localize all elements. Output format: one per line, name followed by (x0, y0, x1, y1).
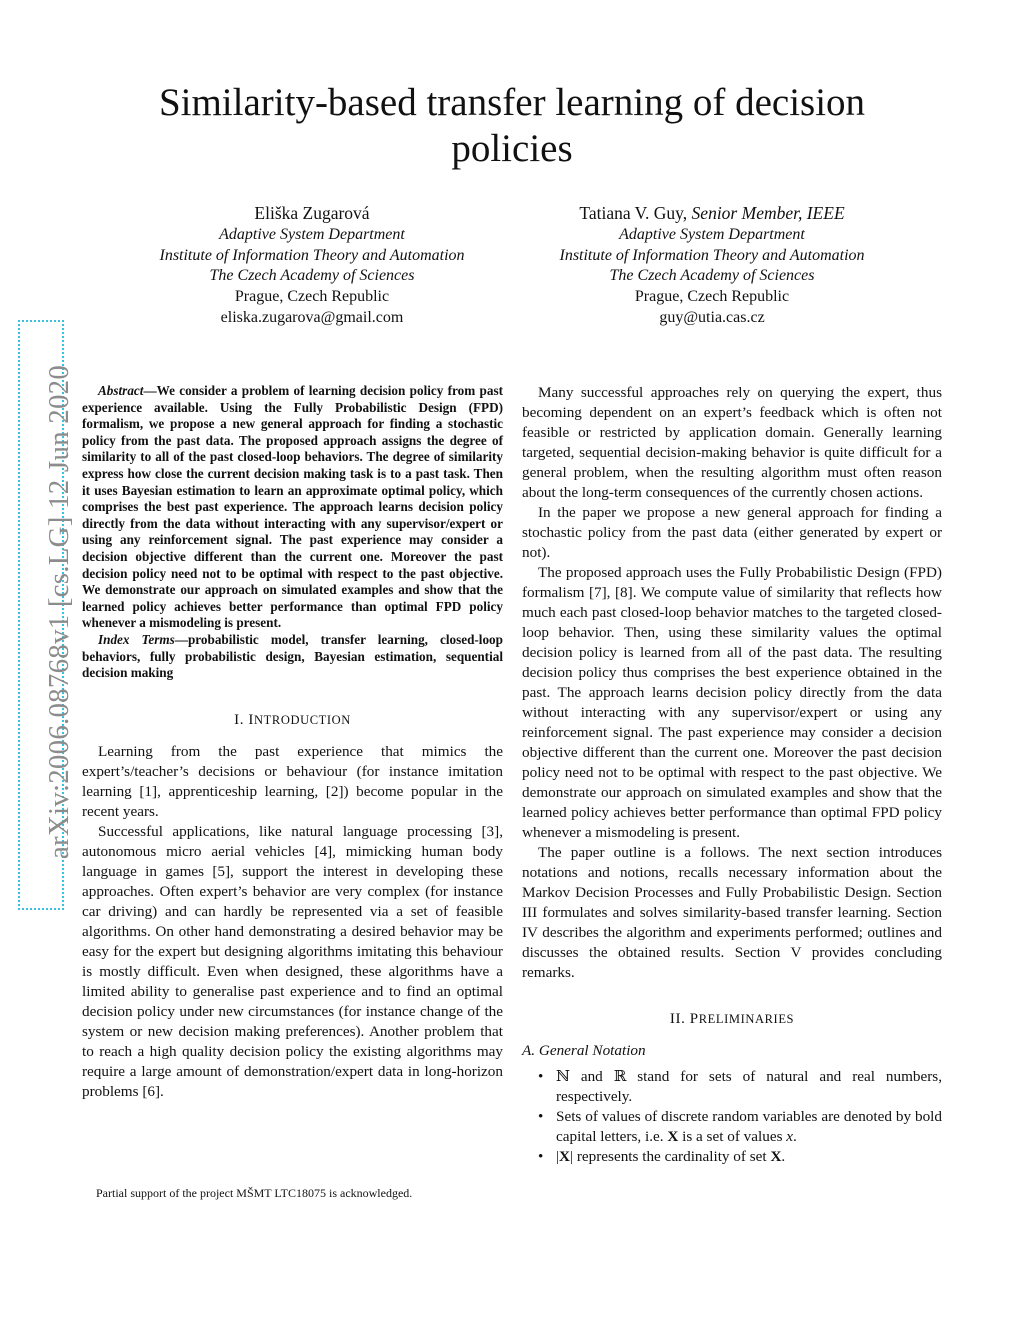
math-set-X: X (559, 1148, 571, 1165)
right-paragraph-3: The proposed approach uses the Fully Probabilistic Design (FPD) formalism [7], [8]. We compute value of similarity that reflects how much each past closed-loop behavior matches to the targeted closed-loop behavior. Then, using these similarity values the optimal decision policy is learned from all of the past data. The resulting decision policy thus comprises the best experience obtained in the past. The approach learns decision policy directly from the data without interacting with any supervisor/expert or using any reinforcement signal. The past experience may consider a decision objective different than the current one. Moreover the past decision policy need not to be optimal with respect to the past objective. We demonstrate our approach on simulated examples and show that the learned policy achieves better performance than optimal FPD policy whenever a mismodeling is present. (522, 564, 942, 841)
abstract-paragraph (82, 383, 503, 632)
right-paragraph-4: The paper outline is a follows. The next section introduces notations and notions, recalls necessary information about the Markov Decision Processes and Fully Probabilistic Design. Section III formulates and solves similarity-based transfer learning. Section IV describes the algorithm and experiments performed; outlines and discusses the obtained results. Section V provides concluding remarks. (522, 844, 942, 981)
author-email[interactable]: eliska.zugarova@gmail.com (220, 308, 404, 326)
author-title-suffix: Senior Member, IEEE (691, 203, 845, 223)
author-block-1 (92, 201, 532, 329)
intro-paragraph-2: Successful applications, like natural language processing [3], autonomous micro aerial vehicles [4], mimicking human body language in games [5], support the interest in developing these approaches. Often expert’s behavior are very complex (for instance car driving) and can hardly be represented via a set of feasible algorithms. On other hand demonstrating a desired behavior may be easy for the expert but designing algorithms imitating this behaviour is mostly difficult. Even when designed, these algorithms have a limited ability to generalise past experience and to find an optimal decision policy under new circumstances (for instance change of the system or new decision making preferences). Another problem that to reach a high quality decision policy the existing algorithms may require a large amount of demonstration/expert data in long-horizon problems [6]. (82, 822, 503, 1100)
author-name: Eliška Zugarová (254, 203, 370, 223)
section-number: II. (669, 1011, 690, 1027)
naturals-symbol: ℕ (556, 1068, 570, 1085)
index-terms-text: probabilistic model, transfer learning, closed-loop behaviors, fully probabilistic design, Bayesian estimation, sequential decision making (82, 631, 503, 681)
right-paragraph-1: Many successful approaches rely on querying the expert, thus becoming dependent on an expert’s feedback which is often not feasible or restricted by application domain. Generally learning targeted, sequential decision-making behavior is quite difficult for a general problem, when the resulting algorithm must often reason about the long-term consequences of the currently chosen actions. (522, 384, 942, 501)
list-text: . (793, 1128, 797, 1145)
right-column (522, 383, 942, 1167)
math-bar: | (570, 1148, 574, 1165)
author-institute: Institute of Information Theory and Automation (159, 246, 465, 264)
section-title-initial: P (689, 1011, 699, 1027)
list-text: . (781, 1148, 786, 1165)
subsection-general-notation: A. General Notation (522, 1042, 646, 1059)
list-text: and (569, 1068, 614, 1085)
section-title-initial: I (248, 711, 255, 728)
author-academy: The Czech Academy of Sciences (209, 267, 415, 285)
section-heading-introduction (82, 710, 503, 730)
title-line-1: Similarity-based transfer learning of decision (158, 81, 866, 124)
title-line-2: policies (451, 127, 573, 170)
abstract-label: Abstract (98, 383, 144, 398)
author-city: Prague, Czech Republic (634, 288, 790, 306)
author-block-2 (492, 201, 932, 329)
list-text: Sets of values of discrete random variables are denoted by bold capital letters, i.e. (556, 1108, 942, 1145)
author-name-line (492, 201, 932, 225)
arxiv-identifier[interactable]: arXiv:2006.08768v1 [cs.LG] 12 Jun 2020 (43, 364, 75, 860)
list-item (522, 1147, 942, 1167)
right-paragraph-2: In the paper we propose a new general approach for finding a stochastic policy from the past data (either generated by expert or not). (522, 504, 942, 561)
author-department: Adaptive System Department (619, 226, 805, 243)
section-title-rest: RELIMINARIES (698, 1012, 795, 1026)
index-terms-dash: — (174, 631, 188, 647)
author-city: Prague, Czech Republic (234, 288, 390, 306)
abstract-dash: — (143, 383, 157, 398)
math-set-X: X (770, 1148, 782, 1165)
section-heading-preliminaries (522, 1009, 942, 1029)
section-number: I. (234, 711, 249, 728)
list-item (522, 1107, 942, 1147)
author-department: Adaptive System Department (219, 226, 405, 243)
math-value-x: x (786, 1128, 794, 1145)
abstract-text: We consider a problem of learning decision policy from past experience available. Using the Fully Probabilistic Design (FPD) formalism, we propose a new general approach for finding a stochastic policy from the past data. The proposed approach assigns the degree of similarity to all of the past closed-loop behaviors. The degree of similarity express how close the current decision making task is to a past task. Then it uses Bayesian estimation to learn an approximate optimal policy, which comprises the best past experience. The approach learns decision policy directly from the data without interacting with any supervisor/expert or using any reinforcement signal. The past experience may consider a decision objective different than the current one. Moreover the past decision policy need not to be optimal with respect to the past objective. We demonstrate our approach on simulated examples and show that the learned policy achieves better performance than optimal FPD policy whenever a mismodeling is present. (82, 383, 503, 631)
math-set-X: X (667, 1128, 679, 1145)
list-text: stand for sets of natural and real numbers, respectively. (556, 1068, 942, 1105)
footnote: Partial support of the project MŠMT LTC18075 is acknowledged. (96, 1186, 413, 1200)
index-terms-paragraph (82, 632, 503, 682)
author-institute: Institute of Information Theory and Automation (559, 246, 865, 264)
math-bar: | (556, 1148, 560, 1165)
author-email[interactable]: guy@utia.cas.cz (659, 308, 765, 326)
abstract-block (82, 383, 503, 682)
reals-symbol: ℝ (613, 1068, 627, 1085)
intro-paragraph-1: Learning from the past experience that mimics the expert’s/teacher’s decisions or behaviour (for instance imitation learning [1], apprenticeship learning, [2]) become popular in the recent years. (82, 742, 503, 820)
section-title-rest: NTRODUCTION (254, 712, 351, 727)
list-item (522, 1067, 942, 1107)
list-text: represents the cardinality of set (573, 1148, 771, 1165)
notation-list (522, 1067, 942, 1167)
left-column (82, 383, 503, 1102)
paper-title (100, 80, 924, 172)
list-text: is a set of values (678, 1128, 787, 1145)
author-academy: The Czech Academy of Sciences (609, 267, 815, 285)
index-terms-label: Index Terms (98, 631, 175, 647)
author-name: Tatiana V. Guy, (579, 203, 688, 223)
